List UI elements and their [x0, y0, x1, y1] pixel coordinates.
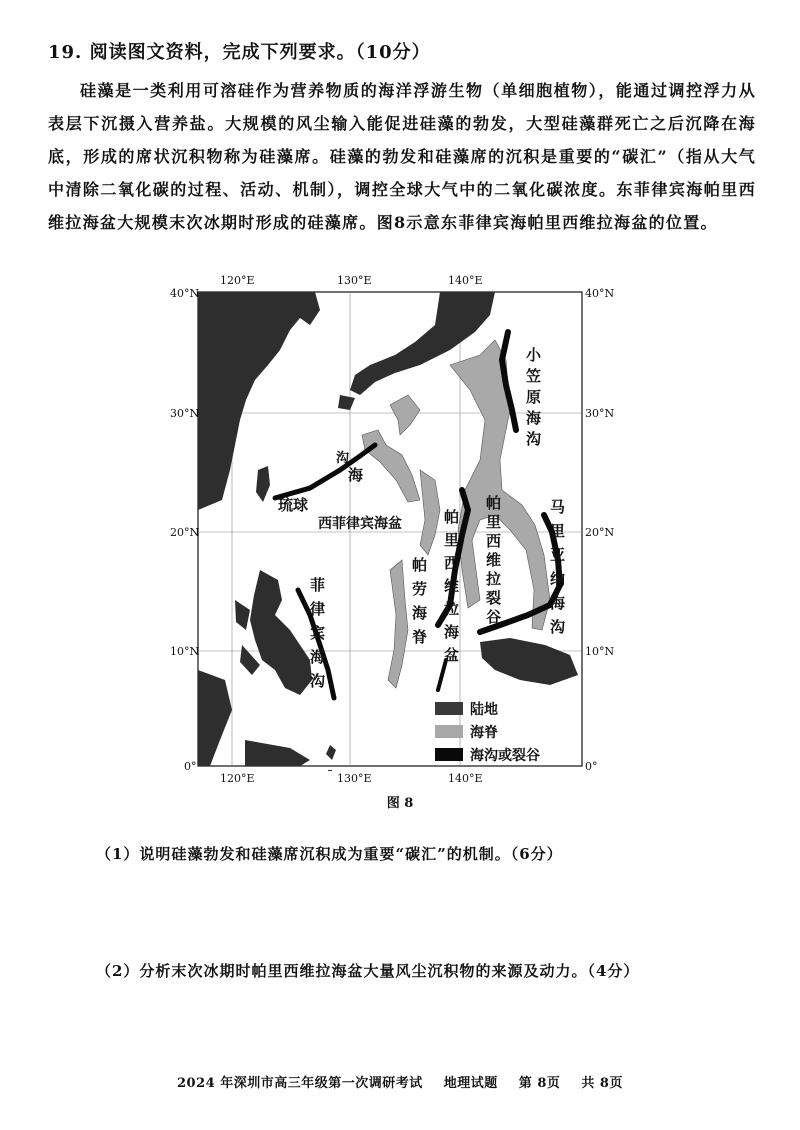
footer-total: 共 8页 [581, 1076, 623, 1091]
lbl-parece-rift-char: 帕 [486, 494, 502, 512]
lon-bottom-130: 130°E [337, 772, 372, 785]
lon-top-120: 120°E [220, 274, 255, 287]
lbl-parece-basin-char: 盆 [444, 646, 460, 664]
label-philippine-trench [309, 576, 326, 690]
lbl-parece-rift-char: 维 [486, 551, 502, 569]
lbl-parece-basin-char: 拉 [444, 600, 460, 618]
label-ogasawara-trench [526, 346, 542, 448]
lbl-mariana-char: 沟 [550, 618, 566, 636]
legend-swatch-trench [435, 748, 463, 761]
lbl-parece-rift-char: 拉 [486, 570, 502, 588]
lat-right-40: 40°N [585, 287, 615, 300]
label-ryukyu-trench-a: 琉球 [278, 496, 309, 514]
lat-left-40: 40°N [170, 287, 200, 300]
lbl-parece-basin-char: 西 [444, 554, 460, 572]
footer-exam: 2024 年深圳市高三年级第一次调研考试 [177, 1076, 423, 1091]
lbl-parece-rift-char: 里 [486, 513, 502, 531]
lbl-parece-basin-char: 帕 [444, 508, 460, 526]
lbl-palau-char: 帕 [412, 556, 428, 574]
lon-bottom-120: 120°E [220, 772, 255, 785]
label-parece-vela-rift [486, 494, 501, 626]
lbl-mariana-char: 海 [550, 594, 566, 612]
label-west-philippine-basin: 西菲律宾海盆 [318, 516, 402, 532]
lbl-ogasawara-char: 笠 [526, 367, 542, 385]
subquestion-1: （1）说明硅藻勃发和硅藻席沉积成为重要“碳汇”的机制。（6分） [96, 845, 563, 863]
legend-label-trench: 海沟或裂谷 [470, 748, 540, 764]
figure-caption: 图 8 [386, 796, 414, 811]
page-footer [0, 1072, 800, 1091]
footer-subject: 地理试题 [443, 1076, 498, 1091]
lat-left-10: 10°N [170, 645, 200, 658]
lon-top-140: 140°E [448, 274, 483, 287]
legend-swatch-ridge [435, 725, 463, 738]
lbl-ogasawara-char: 原 [526, 388, 542, 406]
label-parece-vela-basin [444, 508, 460, 664]
lbl-parece-basin-char: 海 [444, 623, 460, 641]
lbl-philippine-char: 沟 [310, 672, 326, 690]
lat-right-30: 30°N [585, 407, 615, 420]
lbl-ogasawara-char: 沟 [526, 430, 542, 448]
lon-top-130: 130°E [337, 274, 372, 287]
lbl-philippine-char: 宾 [310, 624, 326, 642]
footer-page: 第 8页 [518, 1076, 561, 1091]
lbl-mariana-char: 亚 [550, 546, 566, 564]
lbl-philippine-char: 菲 [310, 576, 326, 594]
question-paragraph: 硅藻是一类利用可溶硅作为营养物质的海洋浮游生物（单细胞植物），能通过调控浮力从表层下沉摄入营养盐。大规模的风尘输入能促进硅藻的勃发，大型硅藻群死亡之后沉降在海底，形成的席状沉积物称为硅藻席。硅藻的勃发和硅藻席的沉积是重要的“碳汇”（指从大气中清除二氧化碳的过程、活动、机制），调控全球大气中的二氧化碳浓度。东菲律宾海帕里西维拉海盆大规模末次冰期时形成的硅藻席。图8示意东菲律宾海帕里西维拉海盆的位置。 [48, 81, 756, 232]
legend-label-ridge: 海脊 [470, 725, 498, 741]
lon-bottom-140: 140°E [448, 772, 483, 785]
legend-swatch-land [435, 702, 463, 715]
lbl-philippine-char: 律 [310, 600, 326, 618]
lbl-palau-char: 劳 [412, 580, 428, 598]
lat-left-30: 30°N [170, 407, 200, 420]
lbl-philippine-char: 海 [310, 648, 326, 666]
lbl-parece-rift-char: 西 [486, 532, 502, 550]
lbl-ogasawara-char: 海 [526, 409, 542, 427]
lbl-palau-char: 海 [412, 604, 428, 622]
question-title: 19. 阅读图文资料，完成下列要求。（10分） [48, 42, 431, 63]
label-ryukyu-trench-c: 沟 [336, 451, 350, 466]
lbl-mariana-char: 里 [550, 522, 566, 540]
label-ryukyu-trench-b: 海 [348, 466, 364, 484]
lbl-parece-rift-char: 谷 [486, 608, 502, 626]
lbl-ogasawara-char: 小 [526, 346, 542, 364]
lbl-parece-basin-char: 维 [444, 577, 460, 595]
lat-right-10: 10°N [585, 645, 615, 658]
lbl-mariana-char: 马 [550, 498, 566, 516]
figure-8-map [150, 270, 615, 790]
lbl-parece-rift-char: 裂 [486, 589, 502, 607]
legend-label-land: 陆地 [470, 702, 498, 718]
lat-right-0: 0° [585, 760, 598, 773]
lbl-palau-char: 脊 [412, 628, 428, 646]
lat-left-0: 0° [184, 760, 197, 773]
lat-left-20: 20°N [170, 526, 200, 539]
lat-right-20: 20°N [585, 526, 615, 539]
lbl-mariana-char: 纳 [550, 570, 566, 588]
lbl-parece-basin-char: 里 [444, 531, 460, 549]
subquestion-2: （2）分析末次冰期时帕里西维拉海盆大量风尘沉积物的来源及动力。（4分） [96, 962, 640, 980]
